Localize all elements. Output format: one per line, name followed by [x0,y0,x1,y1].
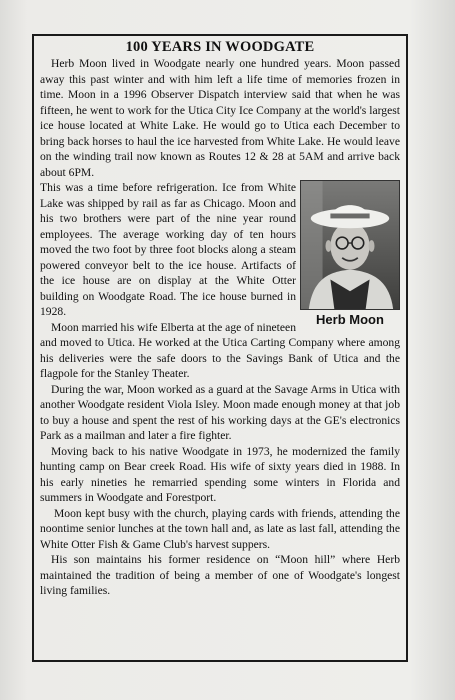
article-title: 100 YEARS IN WOODGATE [125,39,315,55]
paragraph-4: During the war, Moon worked as a guard at the Savage Arms in Utica with another Woodgate resident Viola Isley. Moon made enough money at that job to buy a house and spent the rest of his working days at the GE's electronics Park as a mailman and later a fire fighter. [40,382,400,442]
paragraph-1: Herb Moon lived in Woodgate nearly one hundred years. Moon passed away this past winter and with him left a life time of memories frozen in time. Moon in a 1996 Observer Dispatch interview said that when he was fifteen, he went to work for the Utica City Ice Company at the world's largest ice house located at White Lake. He would go to Utica each December to bring back horses to haul the ice harvested from White Lake. He would leave on the winding trail now known as Routes 12 & 28 at 5AM and arrive back about 6PM. [40,57,400,179]
portrait-photo [300,180,400,310]
paragraph-7: His son maintains his former residence on “Moon hill” where Herb maintained the tradition of being a member of one of Woodgate's longest living families. [40,553,400,597]
article-body [40,56,400,599]
article-frame [32,34,408,662]
paragraph-2: This was a time before refrigeration. Ice from White Lake was shipped by rail as far as Chicago. Moon and his two brothers were part of the nine year round employees. The average working day of ten hours moved the two foot by three foot blocks along a steam powered conveyor belt to the ice house. Artifacts of the ice house are on display at the White Otter building on Woodgate Road. The ice house burned in 1928. [40,181,296,318]
paragraph-5: Moving back to his native Woodgate in 1973, he modernized the family hunting camp on Bear creek Road. His wife of sixty years died in 1988. In his early nineties he remarried spending some winters in Florida and summers in Woodgate and Forestport. [40,444,400,504]
paragraph-6: Moon kept busy with the church, playing cards with friends, attending the noontime senior lunches at the town hall and, as late as last fall, attending the White Otter Fish & Game Club's harvest suppers. [40,506,400,551]
photo-caption: Herb Moon [316,312,384,327]
paragraph-3: Moon married his wife Elberta at the age of nineteen and moved to Utica. He worked at the Utica Carting Company where among his deliveries were the safe doors to the Savings Bank of Utica and the flagpole for the Stanley Theater. [40,320,400,380]
photo-figure [300,180,400,327]
